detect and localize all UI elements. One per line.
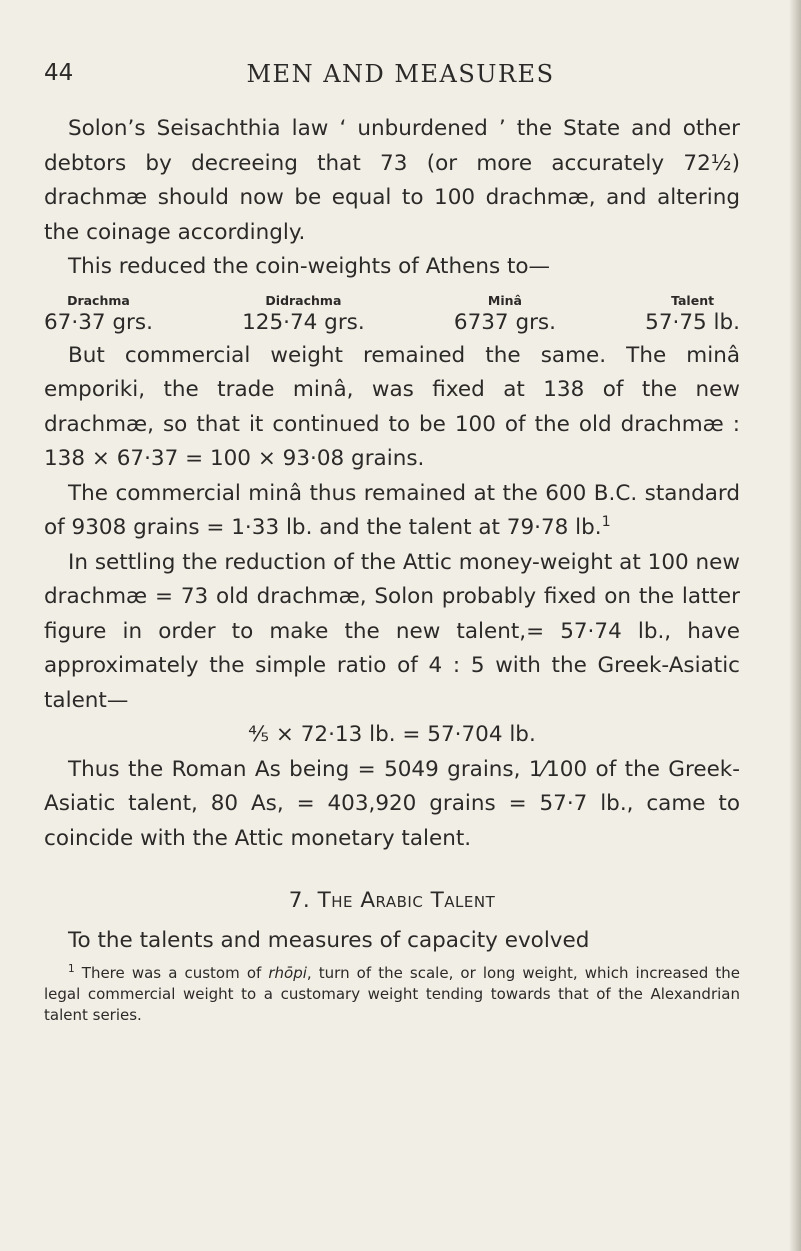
- weight-mina: [454, 293, 556, 337]
- footnote-term: rhōpi: [268, 963, 307, 982]
- paragraph-coin-weights-intro: This reduced the coin-weights of Athens to—: [68, 254, 551, 279]
- weight-value: 6737 grs.: [453, 309, 556, 335]
- page-body: [44, 112, 740, 1026]
- footnote-text-after: , turn of the scale, or long weight, which increased the legal commercial weight to a customary weight tending towards that of the Alexandrian talent series.: [44, 963, 741, 1024]
- weight-label: Drachma: [67, 292, 130, 308]
- paragraph-commercial-mina-text: The commercial minâ thus remained at the 600 B.C. standard of 9308 grains = 1·33 lb. and the talent at 79·78 lb.: [44, 480, 740, 540]
- paragraph-commercial-mina: [44, 477, 740, 546]
- paragraph-talents-capacity: To the talents and measures of capacity evolved: [68, 928, 590, 953]
- footnote-text-before: There was a custom of: [81, 963, 269, 982]
- page-edge-shadow: [789, 0, 801, 1251]
- section-heading: 7. The Arabic Talent: [288, 888, 496, 913]
- page-number: 44: [44, 60, 74, 86]
- paragraph-roman-as: Thus the Roman As being = 5049 grains, 1⁄100 of the Greek-Asiatic talent, 80 As, = 403,920 grains = 57·7 lb., came to coincide with the Attic monetary talent.: [44, 756, 740, 851]
- weight-drachma: [44, 293, 153, 337]
- footnote-mark: 1: [68, 962, 75, 975]
- page-header: [0, 60, 801, 94]
- weight-value: 67·37 grs.: [44, 309, 153, 335]
- paragraph-commercial-weight: But commercial weight remained the same. The minâ emporiki, the trade minâ, was fixed at 138 of the new drachmæ, so that it continued to be 100 of the old drachmæ : 138 × 67·37 = 100 × 93·08 grains.: [44, 342, 740, 471]
- weight-didrachma: [242, 293, 365, 337]
- footnote-reference: 1: [601, 513, 611, 530]
- paragraph-solon-law: Solon’s Seisachthia law ‘ unburdened ’ the State and other debtors by decreeing that 73 (or more accurately 72½) drachmæ should now be equal to 100 drachmæ, and altering the coinage accordingly.: [44, 116, 740, 245]
- weight-value: 125·74 grs.: [242, 309, 365, 335]
- footnote: [44, 963, 740, 1026]
- paragraph-attic-reduction: In settling the reduction of the Attic money-weight at 100 new drachmæ = 73 old drachmæ, Solon probably fixed on the latter figure in order to make the new talent,= 57·74 lb., have approximately the simple ratio of 4 : 5 with the Greek-Asiatic talent—: [44, 549, 740, 713]
- weight-label: Minâ: [487, 292, 522, 308]
- weight-talent: [645, 293, 740, 337]
- weight-label: Talent: [671, 292, 715, 308]
- coin-weights-table: [44, 293, 740, 337]
- weight-value: 57·75 lb.: [645, 309, 740, 335]
- weight-label: Didrachma: [265, 292, 342, 308]
- running-title: MEN AND MEASURES: [246, 60, 555, 88]
- talent-formula: ⅘ × 72·13 lb. = 57·704 lb.: [248, 722, 536, 747]
